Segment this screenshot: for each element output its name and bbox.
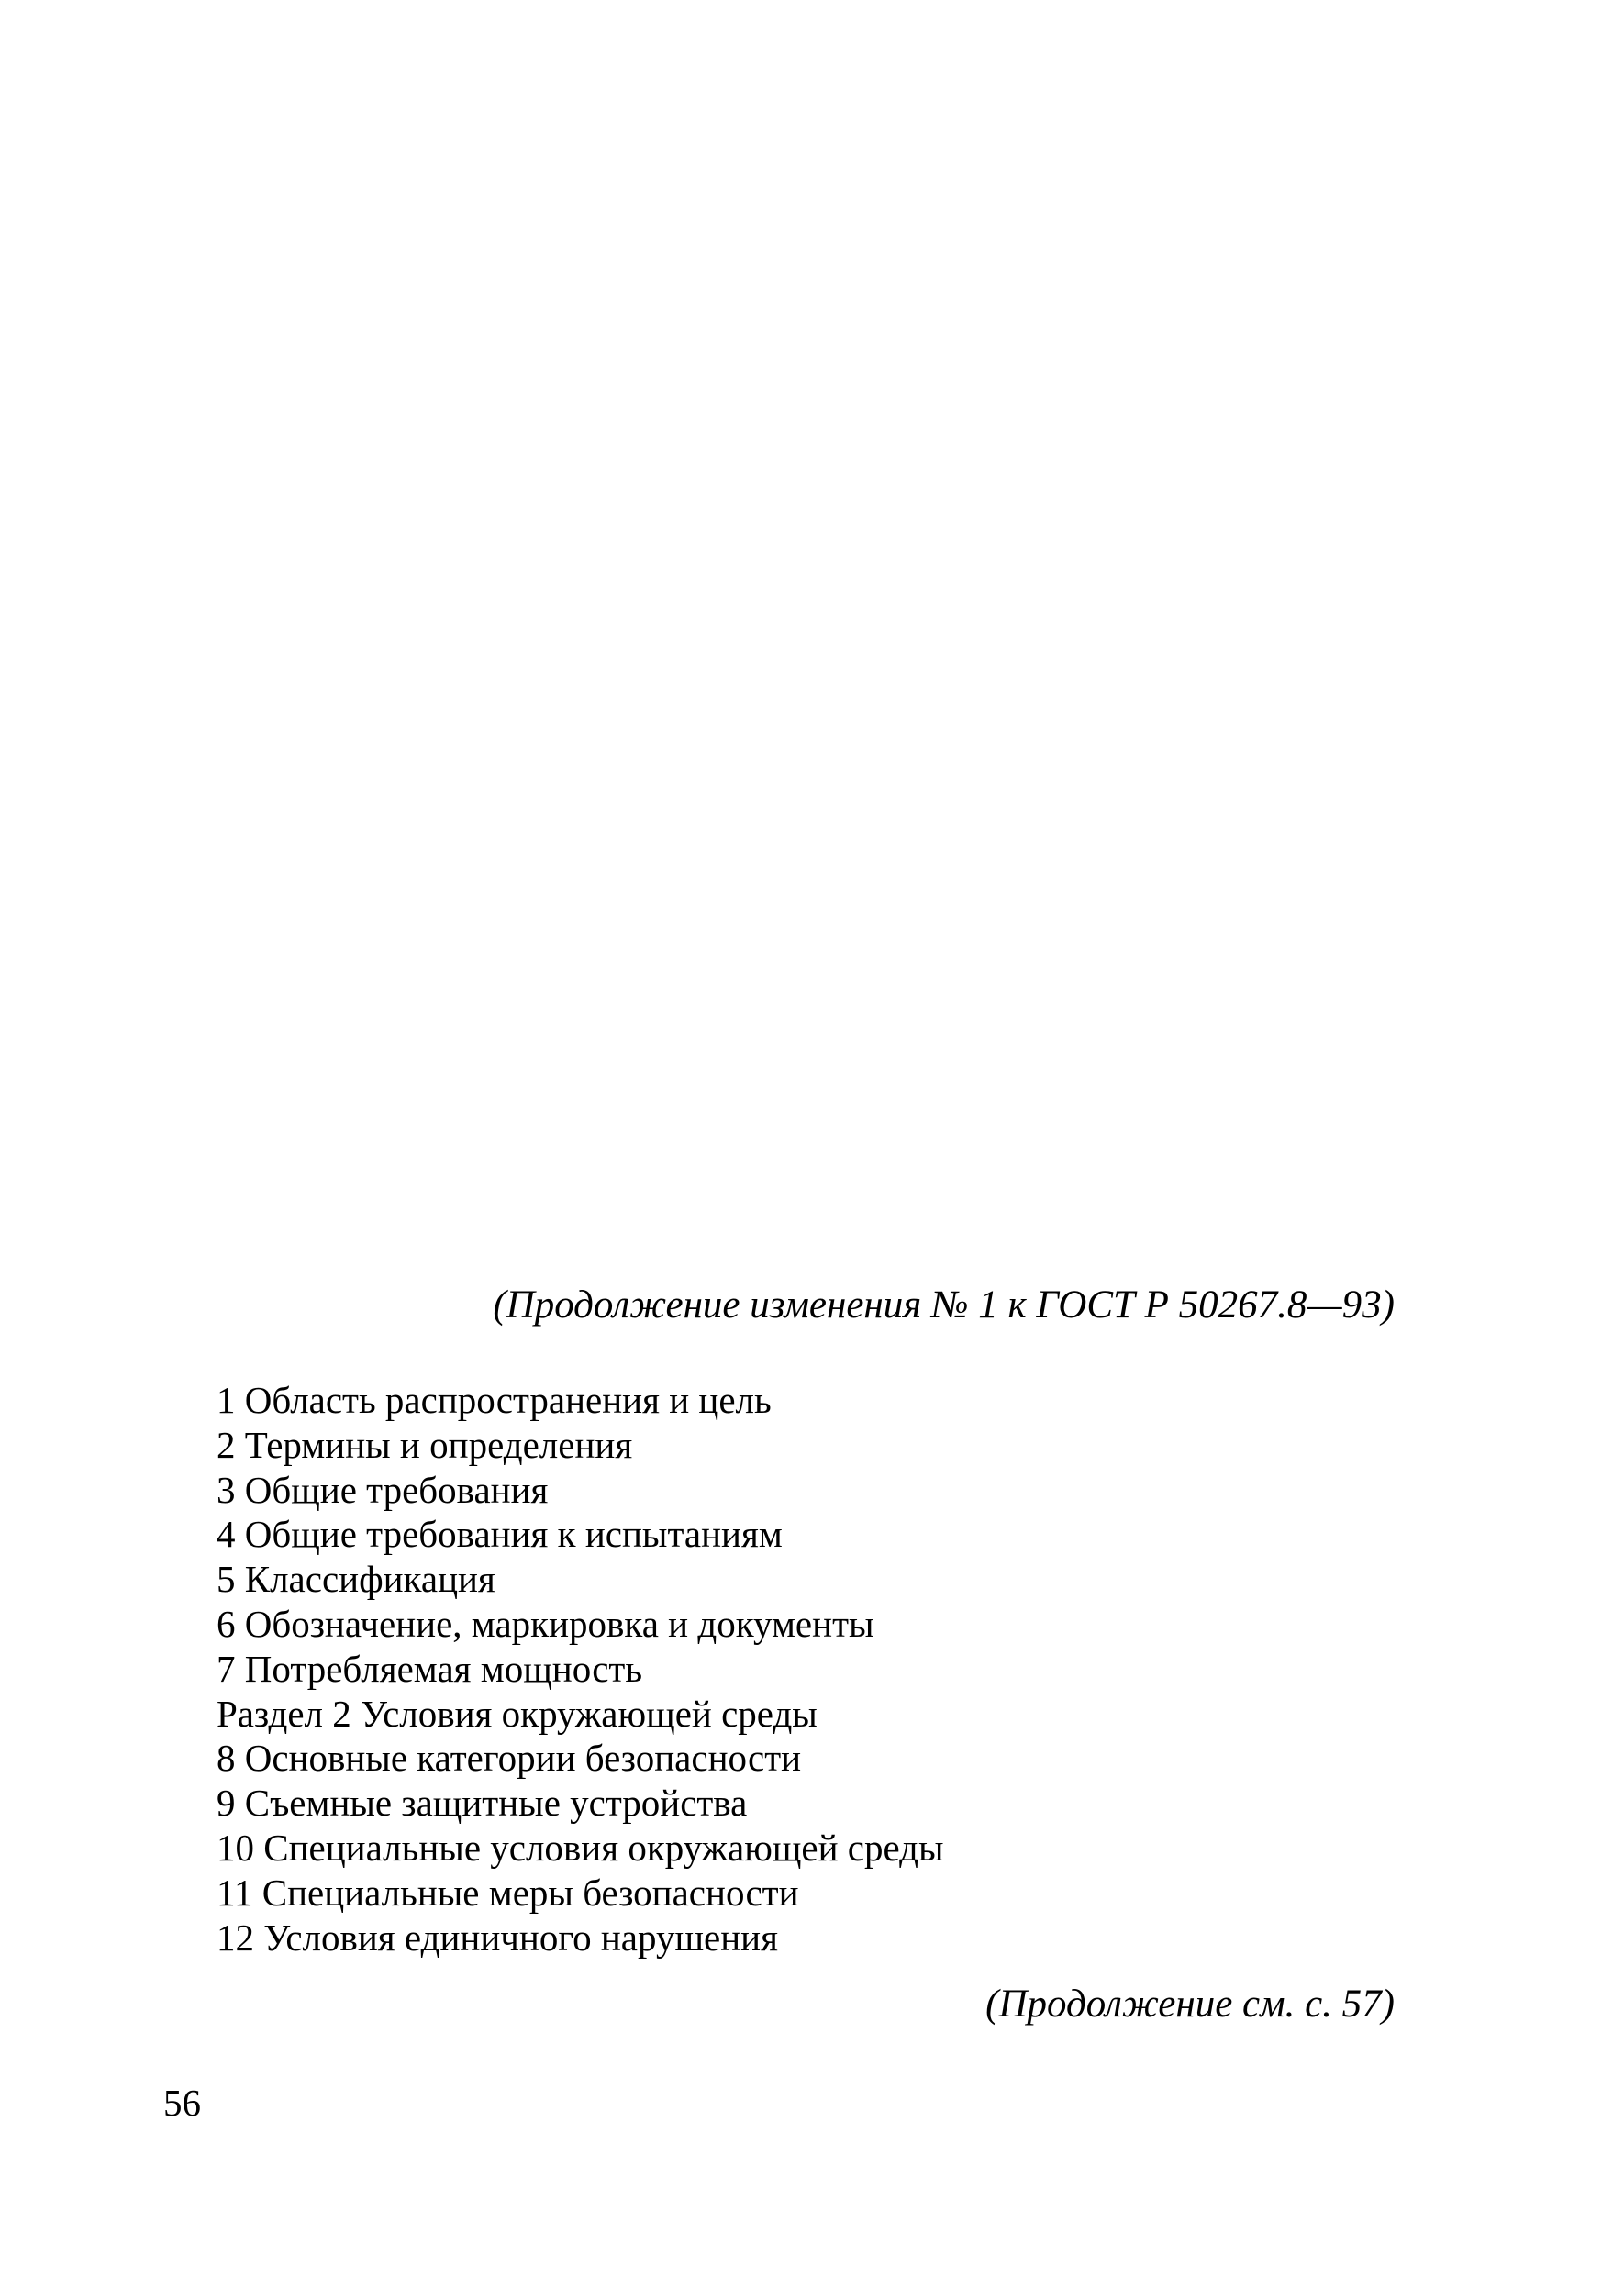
toc-item: 9 Съемные защитные устройства [217, 1782, 748, 1825]
toc-item: 5 Классификация [217, 1558, 495, 1601]
page-number: 56 [163, 2082, 201, 2124]
toc-item: 3 Общие требования [217, 1468, 549, 1511]
toc-item: 1 Область распространения и цель [217, 1379, 772, 1421]
table-of-contents [217, 1378, 944, 1960]
toc-item: 12 Условия единичного нарушения [217, 1916, 778, 1959]
toc-item: 6 Обозначение, маркировка и документы [217, 1602, 874, 1645]
toc-section-heading: Раздел 2 Условия окружающей среды [217, 1692, 818, 1735]
toc-item: 2 Термины и определения [217, 1423, 633, 1466]
toc-item: 8 Основные категории безопасности [217, 1737, 802, 1780]
toc-item: 4 Общие требования к испытаниям [217, 1513, 783, 1556]
continuation-header: (Продолжение изменения № 1 к ГОСТ Р 50267.8—93) [493, 1283, 1395, 1327]
toc-item: 10 Специальные условия окружающей среды [217, 1826, 944, 1869]
toc-item: 7 Потребляемая мощность [217, 1647, 643, 1690]
toc-item: 11 Специальные меры безопасности [217, 1871, 799, 1914]
continuation-note: (Продолжение см. с. 57) [985, 1983, 1395, 2026]
